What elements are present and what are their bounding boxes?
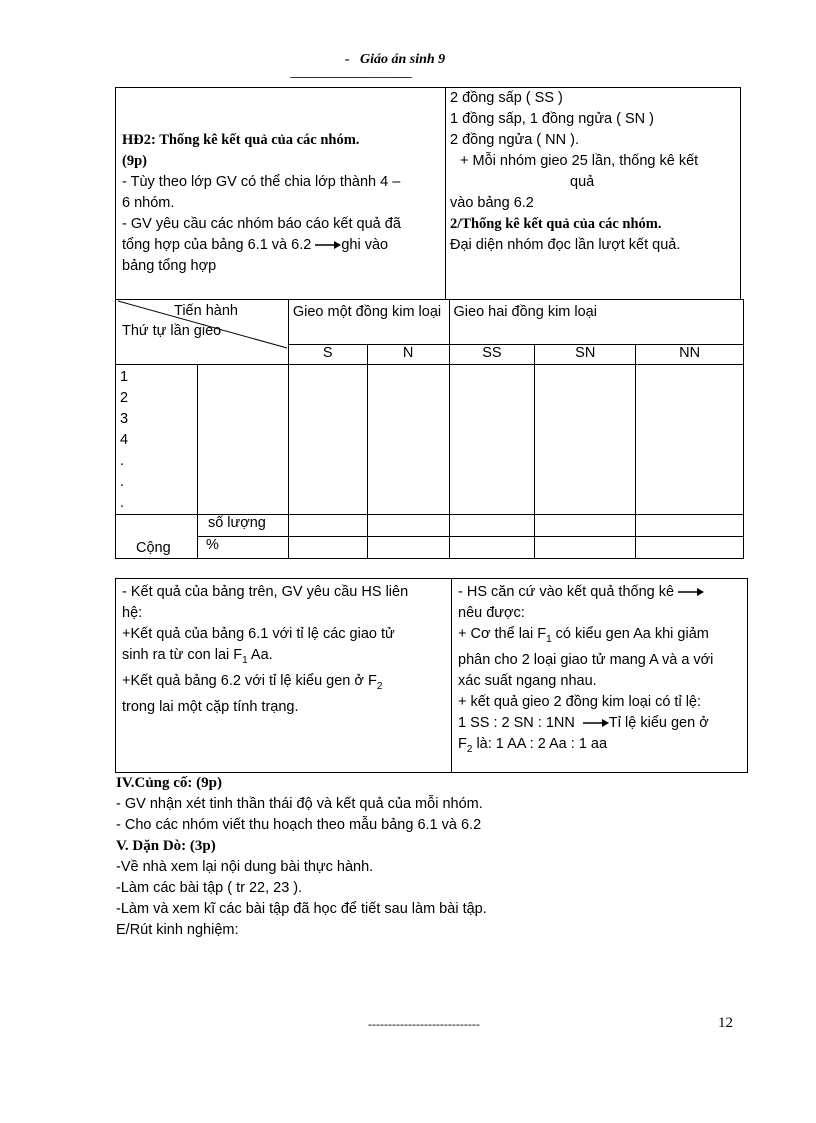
result-right-line6a: 1 SS : 2 SN : 1NN bbox=[458, 714, 575, 731]
consolidation-line2: - Cho các nhóm viết thu hoạch theo mẫu bảng 6.1 và 6.2 bbox=[116, 817, 482, 833]
tally-table bbox=[115, 299, 744, 559]
result-right-line7a: F bbox=[458, 735, 467, 752]
consolidation-line1: - GV nhận xét tinh thần thái độ và kết quả của mỗi nhóm. bbox=[116, 796, 483, 812]
table-cell bbox=[449, 365, 535, 515]
hd2-left bbox=[122, 130, 442, 277]
page-number: 12 bbox=[718, 1015, 733, 1031]
table-cell bbox=[288, 365, 367, 515]
result-right-line5: + kết quả gieo 2 đồng kim loại có tỉ lệ: bbox=[458, 693, 702, 710]
result-right-line6b: Tỉ lệ kiểu gen ở bbox=[608, 714, 709, 731]
hd2-left-line4 bbox=[122, 235, 442, 256]
table-cell bbox=[197, 365, 288, 515]
homework-line2: -Làm các bài tập ( tr 22, 23 ). bbox=[116, 880, 303, 896]
table-cell bbox=[535, 537, 636, 559]
group2-header: Gieo hai đồng kim loại bbox=[449, 300, 744, 345]
hd2-left-line4b: ghi vào bbox=[341, 237, 389, 253]
hd2-left-line2: 6 nhóm. bbox=[122, 195, 175, 211]
hd2-right-line4: + Mỗi nhóm gieo 25 lần, thống kê kết bbox=[460, 153, 699, 169]
col-header: SS bbox=[449, 345, 535, 365]
table-cell bbox=[636, 365, 744, 515]
result-box bbox=[115, 578, 748, 773]
hd2-left-line1: - Tùy theo lớp GV có thể chia lớp thành 4 – bbox=[122, 174, 401, 190]
result-right bbox=[458, 582, 744, 760]
arrow-right-icon bbox=[583, 718, 609, 728]
experience-label: E/Rút kinh nghiệm: bbox=[116, 922, 239, 938]
result-right-line2a: + Cơ thể lai F bbox=[458, 626, 547, 642]
result-left-line4a: +Kết quả bảng 6.2 với tỉ lệ kiểu gen ở F bbox=[122, 672, 377, 689]
row-number: 2 bbox=[120, 390, 129, 406]
row-number: 3 bbox=[120, 411, 129, 427]
hd2-right-line3: 2 đồng ngửa ( NN ). bbox=[450, 132, 579, 148]
homework-line1: -Về nhà xem lại nội dung bài thực hành. bbox=[116, 859, 374, 875]
table-cell bbox=[535, 515, 636, 537]
table-cell bbox=[288, 515, 367, 537]
table-cell bbox=[636, 537, 744, 559]
arrow-right-icon bbox=[315, 240, 341, 250]
total-label: Cộng bbox=[116, 515, 198, 559]
closing-sections bbox=[116, 773, 756, 941]
table-cell bbox=[449, 515, 535, 537]
result-left-line4 bbox=[122, 671, 447, 697]
result-divider bbox=[451, 579, 452, 772]
table-cell bbox=[367, 537, 449, 559]
arrow-right-icon bbox=[678, 587, 704, 597]
corner-bottom: Thứ tự lần gieo bbox=[122, 323, 222, 339]
col-header: SN bbox=[535, 345, 636, 365]
row-number: 4 bbox=[120, 432, 129, 448]
table-cell bbox=[535, 365, 636, 515]
hd2-right-line7: Đại diện nhóm đọc lần lượt kết quả. bbox=[450, 237, 681, 253]
corner-top: Tiến hành bbox=[174, 303, 238, 319]
consolidation-heading: IV.Củng cố: (9p) bbox=[116, 775, 222, 791]
qty-label: số lượng bbox=[197, 515, 288, 537]
result-right-line7b: là: 1 AA : 2 Aa : 1 aa bbox=[472, 735, 608, 752]
hd2-right-line6: vào bảng 6.2 bbox=[450, 195, 534, 211]
result-right-line4: xác suất ngang nhau. bbox=[458, 672, 597, 689]
result-right-line1b: nêu được: bbox=[458, 605, 525, 621]
result-left-line3 bbox=[122, 645, 447, 671]
result-left-line3b: sinh ra từ con lai F bbox=[122, 647, 243, 663]
hd2-right bbox=[450, 88, 738, 256]
row-number: . bbox=[120, 474, 125, 490]
hd2-right-heading: 2/Thống kê kết quả của các nhóm. bbox=[450, 216, 662, 232]
result-right-line3: phân cho 2 loại giao tử mang A và a với bbox=[458, 651, 714, 668]
hd2-heading: HĐ2: Thống kê kết quả của các nhóm. bbox=[122, 132, 360, 148]
pct-label: % bbox=[197, 537, 288, 559]
table-cell bbox=[367, 515, 449, 537]
result-left bbox=[122, 582, 447, 718]
result-left-line2: hệ: bbox=[122, 605, 143, 621]
table-cell bbox=[449, 537, 535, 559]
homework-heading-text: V. Dặn Dò: (3p) bbox=[116, 838, 216, 854]
result-left-sub1: 1 bbox=[242, 654, 248, 666]
hd2-left-line5: bảng tổng hợp bbox=[122, 258, 217, 274]
result-right-sub1: 1 bbox=[546, 633, 552, 645]
hd2-right-line5: quả bbox=[570, 174, 595, 190]
result-right-line1 bbox=[458, 582, 744, 603]
row-number: 1 bbox=[120, 369, 129, 385]
homework-heading bbox=[116, 836, 756, 857]
result-right-sub2: 2 bbox=[466, 743, 473, 755]
result-right-line6 bbox=[458, 713, 744, 734]
col-header: S bbox=[288, 345, 367, 365]
result-left-line3a: +Kết quả của bảng 6.1 với tỉ lệ các giao tử bbox=[122, 626, 395, 642]
hd2-box bbox=[115, 87, 741, 300]
header-dash: - bbox=[344, 52, 350, 67]
header-rule: ---------------------------------------------------- bbox=[290, 72, 412, 83]
row-number: . bbox=[120, 453, 125, 469]
hd2-left-line4a: tổng hợp của bảng 6.1 và 6.2 bbox=[122, 237, 312, 253]
hd2-time: (9p) bbox=[122, 153, 147, 169]
result-right-line7 bbox=[458, 734, 744, 760]
result-left-sub2: 2 bbox=[376, 680, 383, 692]
result-left-line4b: trong lai một cặp tính trạng. bbox=[122, 698, 299, 715]
header-title: Giáo án sinh 9 bbox=[359, 52, 446, 67]
col-header: NN bbox=[636, 345, 744, 365]
row-number: . bbox=[120, 495, 125, 511]
table-cell bbox=[636, 515, 744, 537]
result-left-line3c: Aa. bbox=[247, 647, 273, 663]
col-header: N bbox=[367, 345, 449, 365]
table-cell bbox=[367, 365, 449, 515]
hd2-left-line3: - GV yêu cầu các nhóm báo cáo kết quả đã bbox=[122, 216, 401, 232]
footer-rule: ---------------------------- bbox=[368, 1017, 480, 1031]
row-numbers bbox=[116, 365, 198, 515]
hd2-divider bbox=[445, 88, 446, 299]
result-left-line1: - Kết quả của bảng trên, GV yêu cầu HS liên bbox=[122, 584, 409, 600]
hd2-right-line2: 1 đồng sấp, 1 đồng ngửa ( SN ) bbox=[450, 111, 654, 127]
result-right-line2 bbox=[458, 624, 744, 650]
group1-header: Gieo một đồng kim loại bbox=[288, 300, 449, 345]
hd2-right-line1: 2 đồng sấp ( SS ) bbox=[450, 90, 563, 106]
homework-line3: -Làm và xem kĩ các bài tập đã học để tiết sau làm bài tập. bbox=[116, 901, 487, 917]
page-header bbox=[270, 52, 520, 68]
result-right-line1a: - HS căn cứ vào kết quả thống kê bbox=[458, 584, 675, 600]
result-right-line2b: có kiểu gen Aa khi giảm bbox=[551, 626, 709, 642]
table-cell bbox=[288, 537, 367, 559]
corner-cell bbox=[116, 300, 289, 365]
